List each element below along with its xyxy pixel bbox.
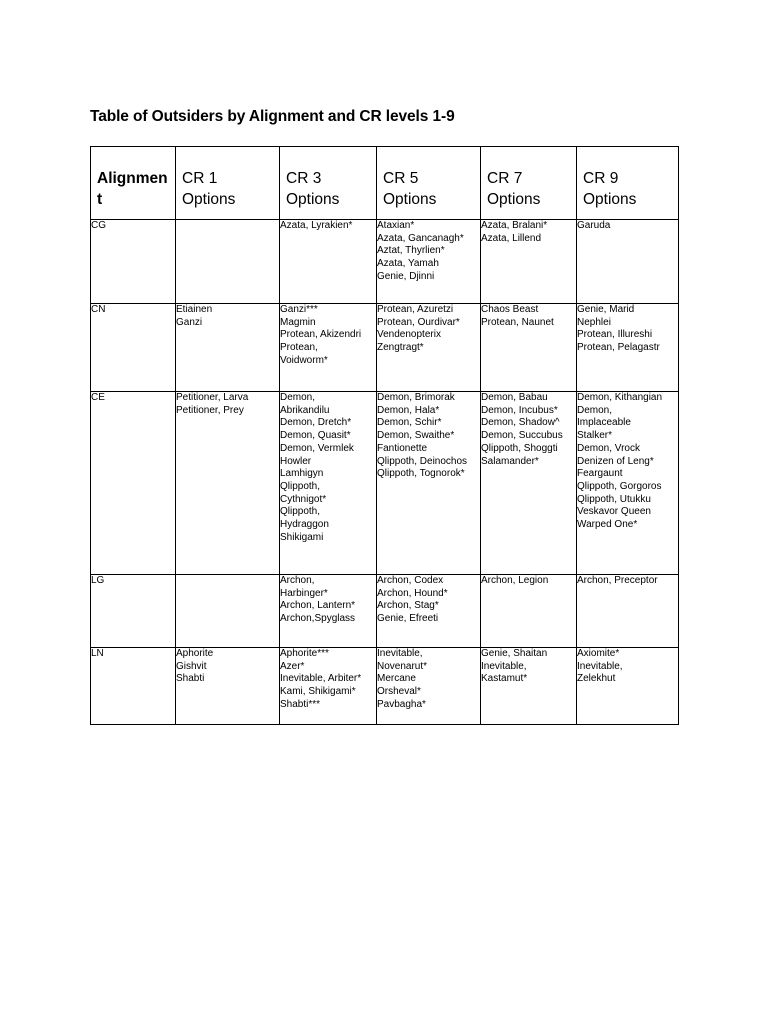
alignment-cell: LN [91, 648, 176, 725]
alignment-cell: CN [91, 304, 176, 392]
alignment-cell: CG [91, 220, 176, 304]
alignment-cell: LG [91, 575, 176, 648]
cr9-cell: Demon, Kithangian Demon, Implaceable Stalker* Demon, Vrock Denizen of Leng* Feargaunt Qlippoth, Gorgoros Qlippoth, Utukku Veskavor Queen Warped One* [577, 392, 679, 575]
header-cr7: CR 7 Options [481, 147, 577, 220]
table-row-cn [91, 304, 679, 392]
cr1-cell: Etiainen Ganzi [176, 304, 280, 392]
cr1-cell: Aphorite Gishvit Shabti [176, 648, 280, 725]
cr9-cell: Genie, Marid Nephlei Protean, Illureshi Protean, Pelagastr [577, 304, 679, 392]
header-cr9: CR 9 Options [577, 147, 679, 220]
cr7-cell: Demon, Babau Demon, Incubus* Demon, Shadow^ Demon, Succubus Qlippoth, Shoggti Salamander* [481, 392, 577, 575]
cr1-cell [176, 220, 280, 304]
outsiders-table [90, 146, 679, 725]
cr7-cell: Azata, Bralani* Azata, Lillend [481, 220, 577, 304]
cr9-cell: Garuda [577, 220, 679, 304]
cr9-cell: Axiomite* Inevitable, Zelekhut [577, 648, 679, 725]
cr7-cell: Genie, Shaitan Inevitable, Kastamut* [481, 648, 577, 725]
cr3-cell: Ganzi*** Magmin Protean, Akizendri Protean, Voidworm* [280, 304, 377, 392]
table-row-cg [91, 220, 679, 304]
cr5-cell: Archon, Codex Archon, Hound* Archon, Stag* Genie, Efreeti [377, 575, 481, 648]
header-cr1: CR 1 Options [176, 147, 280, 220]
cr1-cell [176, 575, 280, 648]
table-row-lg [91, 575, 679, 648]
cr5-cell: Ataxian* Azata, Gancanagh* Aztat, Thyrlien* Azata, Yamah Genie, Djinni [377, 220, 481, 304]
header-cr5: CR 5 Options [377, 147, 481, 220]
cr3-cell: Azata, Lyrakien* [280, 220, 377, 304]
page-title: Table of Outsiders by Alignment and CR levels 1-9 [90, 108, 455, 125]
header-cr3: CR 3 Options [280, 147, 377, 220]
cr9-cell: Archon, Preceptor [577, 575, 679, 648]
alignment-cell: CE [91, 392, 176, 575]
cr7-cell: Archon, Legion [481, 575, 577, 648]
cr1-cell: Petitioner, Larva Petitioner, Prey [176, 392, 280, 575]
cr5-cell: Inevitable, Novenarut* Mercane Orsheval* Pavbagha* [377, 648, 481, 725]
cr5-cell: Demon, Brimorak Demon, Hala* Demon, Schir* Demon, Swaithe* Fantionette Qlippoth, Deinochos Qlippoth, Tognorok* [377, 392, 481, 575]
cr3-cell: Aphorite*** Azer* Inevitable, Arbiter* Kami, Shikigami* Shabti*** [280, 648, 377, 725]
table-row-ln [91, 648, 679, 725]
cr3-cell: Archon, Harbinger* Archon, Lantern* Archon,Spyglass [280, 575, 377, 648]
table-row-ce [91, 392, 679, 575]
cr3-cell: Demon, Abrikandilu Demon, Dretch* Demon, Quasit* Demon, Vermlek Howler Lamhigyn Qlippoth, Cythnigot* Qlippoth, Hydraggon Shikigami [280, 392, 377, 575]
cr7-cell: Chaos Beast Protean, Naunet [481, 304, 577, 392]
table-header-row [91, 147, 679, 220]
cr5-cell: Protean, Azuretzi Protean, Ourdivar* Vendenopterix Zengtragt* [377, 304, 481, 392]
header-alignment: Alignment [91, 147, 176, 220]
